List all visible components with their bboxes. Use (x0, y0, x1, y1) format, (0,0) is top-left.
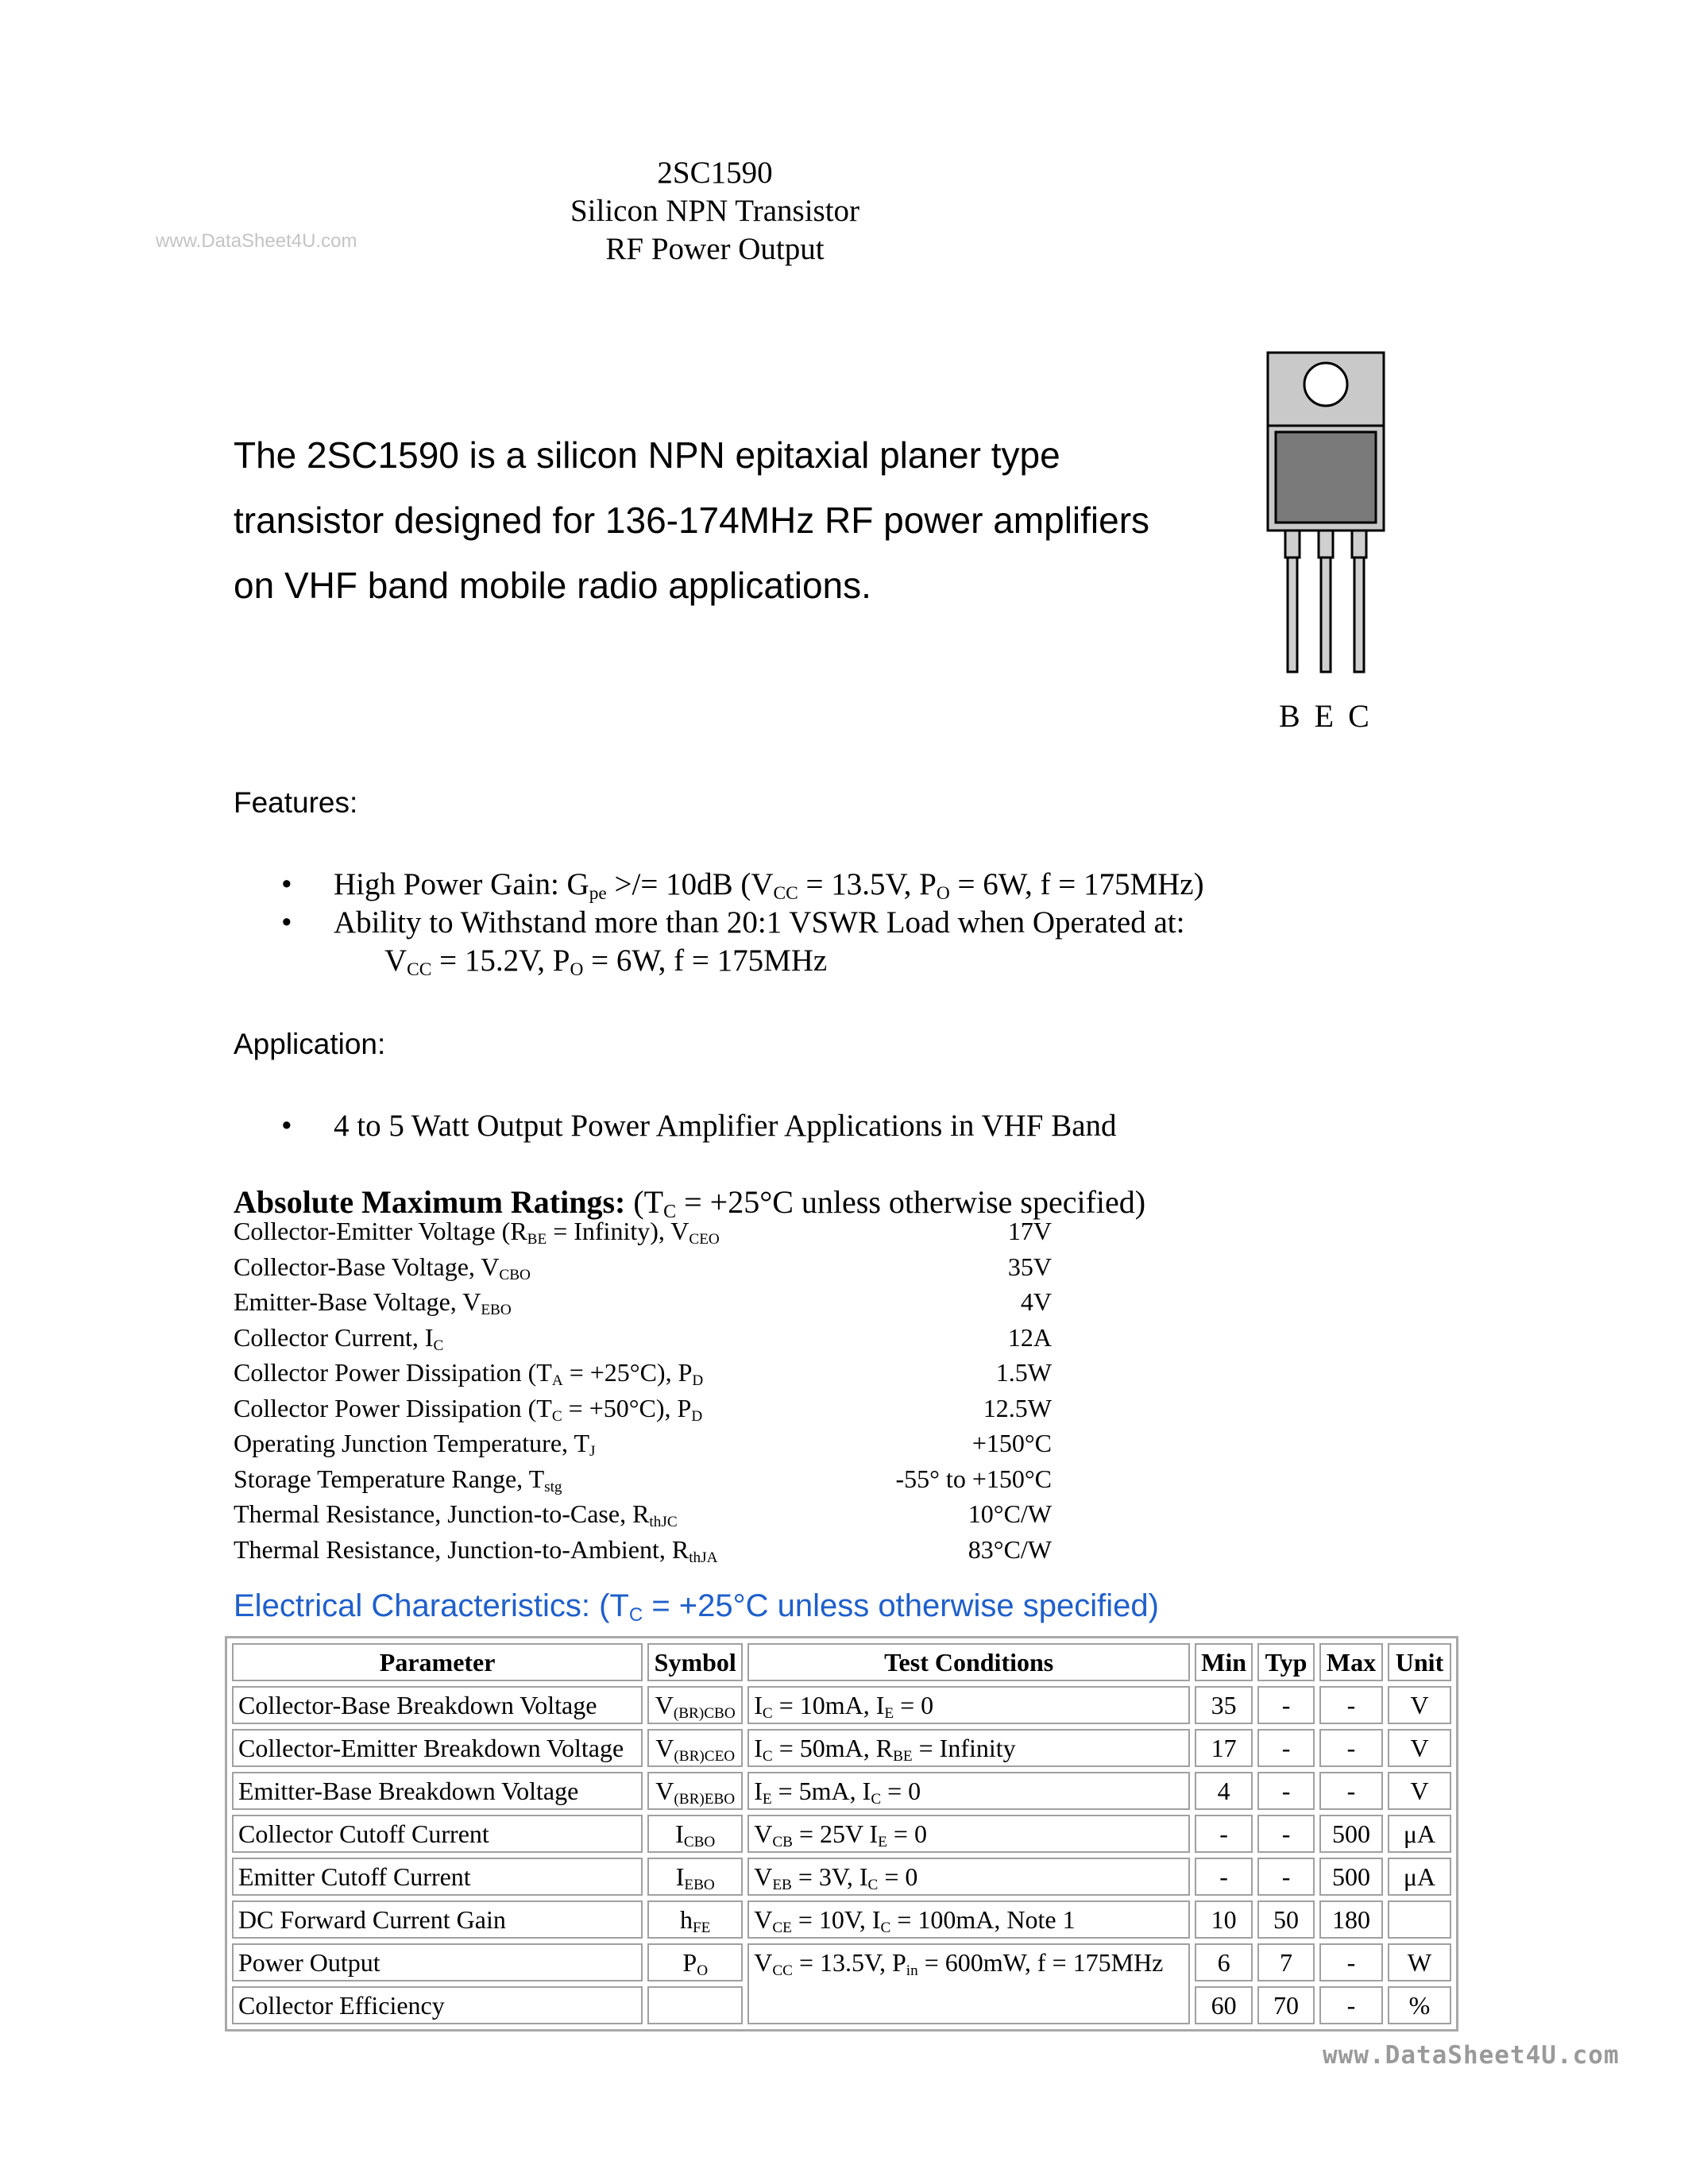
cell-min: 35 (1195, 1686, 1253, 1724)
table-header-row (232, 1643, 1451, 1681)
cell-parameter: Emitter Cutoff Current (232, 1858, 643, 1896)
ec-table (225, 1636, 1458, 2032)
cell-test-conditions: $V_{CE} = 10V$, $I_C = 100mA$, Note 1 (747, 1900, 1190, 1939)
cell-test-conditions: $V_{EB} = 3V$, $I_C = 0$ (747, 1858, 1190, 1896)
amr-label: Collector-Base Voltage, $V_{CBO}$ (234, 1252, 531, 1283)
cell-test-conditions: $I_C = 50mA$, $R_{BE}$ = Infinity (747, 1729, 1190, 1767)
bullet-icon: • (281, 867, 292, 901)
cell-typ: - (1257, 1772, 1315, 1810)
amr-row (234, 1496, 1052, 1532)
cell-symbol (647, 1986, 743, 2024)
amr-label: Operating Junction Temperature, $T_J$ (234, 1429, 596, 1460)
amr-row (234, 1426, 1052, 1461)
amr-row (234, 1461, 1052, 1497)
cell-min: - (1195, 1858, 1253, 1896)
amr-row (234, 1249, 1052, 1285)
cell-unit: W (1388, 1943, 1451, 1981)
cell-unit (1388, 1900, 1451, 1939)
pin-labels: B E C (1279, 698, 1373, 734)
ec-title: Electrical Characteristics: ($T_C = +25^\circ C$ unless otherwise specified) (234, 1588, 1159, 1626)
application-heading: Application: (234, 1028, 386, 1060)
cell-symbol: $V_{(BR)CEO}$ (647, 1729, 743, 1767)
cell-min: 17 (1195, 1729, 1253, 1767)
amr-label: Collector Current, $I_C$ (234, 1322, 444, 1354)
cell-max: - (1319, 1772, 1383, 1810)
amr-value: 1.5W (995, 1358, 1052, 1387)
amr-value: 83°C/W (968, 1534, 1052, 1564)
col-header-min: Min (1195, 1643, 1253, 1681)
cell-min: - (1195, 1815, 1253, 1853)
cell-max: 500 (1319, 1858, 1383, 1896)
amr-label: Collector Power Dissipation $(T_A = +25^\circ C)$, $P_D$ (234, 1358, 704, 1389)
amr-value: 10°C/W (968, 1499, 1052, 1528)
amr-row (234, 1284, 1052, 1320)
cell-symbol: $P_O$ (647, 1943, 743, 1981)
col-header-test-conditions: Test Conditions (747, 1643, 1190, 1681)
amr-row (234, 1320, 1052, 1356)
cell-typ: - (1257, 1858, 1315, 1896)
table-row (232, 1900, 1451, 1939)
cell-min: 4 (1195, 1772, 1253, 1810)
table-row (232, 1729, 1451, 1767)
cell-test-conditions: $I_C = 10mA$, $I_E = 0$ (747, 1686, 1190, 1724)
cell-typ: 7 (1257, 1943, 1315, 1981)
watermark-top: www.DataSheet4U.com (156, 230, 357, 252)
cell-parameter: Collector Cutoff Current (232, 1815, 643, 1853)
amr-row (234, 1532, 1052, 1568)
list-item: • High Power Gain: $G_{pe}$ >/= 10dB ($V_{CC} = 13.5V$, $P_O = 6W$, f = 175MHz) (281, 867, 1204, 904)
part-number: 2SC1590 (657, 156, 773, 190)
application-list (234, 1107, 1346, 1145)
list-item: • Ability to Withstand more than 20:1 VSWR Load when Operated at: $V_{CC} = 15.2V$, $P_O = 6W$, f = 175MHz (281, 905, 1185, 980)
amr-label: Emitter-Base Voltage, $V_{EBO}$ (234, 1287, 512, 1318)
cell-test-conditions: $I_E = 5mA$, $I_C = 0$ (747, 1772, 1190, 1810)
col-header-parameter: Parameter (232, 1643, 643, 1681)
cell-max: 500 (1319, 1815, 1383, 1853)
amr-value: 17V (1007, 1217, 1052, 1245)
table-row (232, 1815, 1451, 1853)
amr-row (234, 1391, 1052, 1426)
cell-symbol: $I_{CBO}$ (647, 1815, 743, 1853)
cell-max: - (1319, 1943, 1383, 1981)
cell-unit: μA (1388, 1815, 1451, 1853)
amr-value: 4V (1020, 1287, 1052, 1316)
amr-title: Absolute Maximum Ratings: ($T_C = +25^\circ C$ unless otherwise specified) (234, 1184, 1146, 1222)
cell-parameter: Collector Efficiency (232, 1986, 643, 2024)
cell-typ: - (1257, 1815, 1315, 1853)
cell-max: - (1319, 1686, 1383, 1724)
amr-value: 12.5W (983, 1393, 1052, 1422)
list-item: • 4 to 5 Watt Output Power Amplifier Applications in VHF Band (234, 1107, 1346, 1145)
col-header-symbol: Symbol (647, 1643, 743, 1681)
amr-label: Collector-Emitter Voltage ($R_{BE}$ = Infinity), $V_{CEO}$ (234, 1217, 720, 1248)
amr-value: -55° to +150°C (895, 1464, 1052, 1493)
cell-parameter: Power Output (232, 1943, 643, 1981)
cell-parameter: Emitter-Base Breakdown Voltage (232, 1772, 643, 1810)
cell-test-conditions: $V_{CC} = 13.5V$, $P_{in} = 600mW$, f = 175MHz (747, 1943, 1190, 2024)
cell-unit: V (1388, 1729, 1451, 1767)
table-row (232, 1772, 1451, 1810)
features-heading: Features: (234, 786, 358, 819)
bullet-icon: • (281, 905, 292, 940)
cell-symbol: $V_{(BR)EBO}$ (647, 1772, 743, 1810)
cell-unit: V (1388, 1686, 1451, 1724)
cell-typ: - (1257, 1686, 1315, 1724)
amr-row (234, 1214, 1052, 1249)
watermark-bottom: www.DataSheet4U.com (1323, 2041, 1620, 2070)
amr-value: +150°C (971, 1429, 1052, 1457)
table-row (232, 1686, 1451, 1724)
cell-symbol: $I_{EBO}$ (647, 1858, 743, 1896)
intro-paragraph (234, 423, 1211, 618)
intro-line: transistor designed for 136-174MHz RF power amplifiers (234, 500, 1150, 541)
amr-label: Thermal Resistance, Junction-to-Ambient, $R_{thJA}$ (234, 1534, 718, 1566)
cell-typ: 70 (1257, 1986, 1315, 2024)
cell-parameter: DC Forward Current Gain (232, 1900, 643, 1939)
amr-label: Collector Power Dissipation $(T_C = +50^\circ C)$, $P_D$ (234, 1393, 703, 1425)
intro-line: on VHF band mobile radio applications. (234, 565, 871, 606)
features-list (234, 866, 1346, 980)
cell-min: 10 (1195, 1900, 1253, 1939)
cell-unit: V (1388, 1772, 1451, 1810)
cell-min: 6 (1195, 1943, 1253, 1981)
part-description: Silicon NPN Transistor (570, 194, 860, 228)
amr-row (234, 1355, 1052, 1391)
cell-test-conditions: $V_{CB} = 25V$ $I_E = 0$ (747, 1815, 1190, 1853)
cell-unit: % (1388, 1986, 1451, 2024)
cell-max: 180 (1319, 1900, 1383, 1939)
cell-parameter: Collector-Emitter Breakdown Voltage (232, 1729, 643, 1767)
part-function: RF Power Output (605, 232, 825, 266)
col-header-unit: Unit (1388, 1643, 1451, 1681)
cell-min: 60 (1195, 1986, 1253, 2024)
amr-label: Storage Temperature Range, $T_{stg}$ (234, 1464, 562, 1495)
table-row (232, 1943, 1451, 1981)
cell-symbol: $V_{(BR)CBO}$ (647, 1686, 743, 1724)
cell-unit: μA (1388, 1858, 1451, 1896)
bullet-icon: • (281, 1109, 292, 1143)
col-header-max: Max (1319, 1643, 1383, 1681)
cell-max: - (1319, 1986, 1383, 2024)
cell-typ: 50 (1257, 1900, 1315, 1939)
to220-package-drawing (1263, 349, 1398, 683)
col-header-typ: Typ (1257, 1643, 1315, 1681)
intro-line: The 2SC1590 is a silicon NPN epitaxial planer type (234, 434, 1060, 476)
amr-value: 35V (1007, 1252, 1052, 1281)
table-row (232, 1858, 1451, 1896)
cell-typ: - (1257, 1729, 1315, 1767)
cell-symbol: $h_{FE}$ (647, 1900, 743, 1939)
cell-parameter: Collector-Base Breakdown Voltage (232, 1686, 643, 1724)
amr-value: 12A (1007, 1322, 1052, 1352)
cell-max: - (1319, 1729, 1383, 1767)
amr-label: Thermal Resistance, Junction-to-Case, $R_{thJC}$ (234, 1499, 678, 1530)
